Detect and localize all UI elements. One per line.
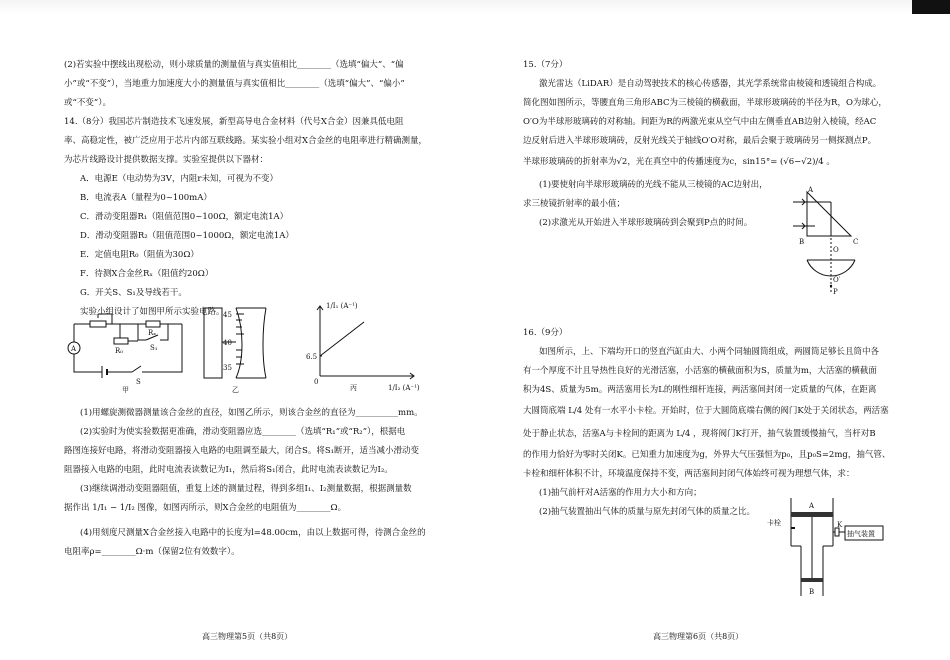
q16-stem-3: 积为4S、质量为5m。两活塞用长为L的刚性细杆连接，两活塞间封闭一定质量的气体，在距离 <box>523 385 877 395</box>
figure-jia-circuit <box>62 312 192 394</box>
graph-intercept-label: 6.5 <box>306 353 318 361</box>
q14-part4-line1: (4)用刻度尺测量X合金丝接入电路中的长度为l=48.00cm，由以上数据可得，待测合金丝的 <box>80 528 426 538</box>
q16-stem-7: 卡栓和细杆体积不计，环境温度保持不变，两活塞间封闭气体始终可视为理想气体，求： <box>523 469 855 479</box>
detector-point-p: P <box>833 288 838 296</box>
q14-part2-line1: (2)实验时为使实验数据更准确，滑动变阻器应选________（选填“R₁”或“R₂”），根据电 <box>80 427 406 437</box>
piston-b-label: B <box>809 588 815 596</box>
q15-stem-1: 激光雷达（LiDAR）是自动驾驶技术的核心传感器，其光学系统常由棱镜和透镜组合构成。 <box>539 79 882 89</box>
q16-stem-2: 有一个厚度不计且导热性良好的光滑活塞，小活塞的横截面积为S，质量为m，大活塞的横截面 <box>523 366 877 376</box>
stopper-label: 卡栓 <box>767 519 781 527</box>
s1-label: S₁ <box>150 344 158 352</box>
micrometer-tick-40: 40 <box>223 339 232 347</box>
q14-part2-line2: 路图连接好电路，将滑动变阻器接入电路的电阻调至最大，闭合S。将S₁断开，适当减小滑动变 <box>64 446 420 456</box>
micrometer-tick-45: 45 <box>223 311 232 319</box>
q14-part3-line1: (3)继续调滑动变阻器阻值，重复上述的测量过程，得到多组I₁、I₂测量数据，根据测量数 <box>80 484 412 494</box>
q16-stem-4: 大圆筒底端 L/4 处有一水平小卡栓。开始时，位于大圆筒底端右侧的阀门K处于关闭状态，两活塞 <box>523 406 889 416</box>
q16-part2: (2)抽气装置抽出气体的质量与原先封闭气体的质量之比。 <box>539 507 756 517</box>
equip-c: C．滑动变阻器R₁（阻值范围0~100Ω，额定电流1A） <box>80 212 289 222</box>
q15-stem-3: O′O为半球形玻璃砖的对称轴。间距为R的两激光束从空气中由左侧垂直AB边射入棱镜，经AC <box>523 117 877 127</box>
q13-line2: 小”或“不变”），当地重力加速度大小的测量值与真实值相比________（选填“偏大”、“偏小” <box>64 79 405 89</box>
q14-part3-line2: 据作出 1/I₁ − 1/I₂ 图像，如图丙所示，则X合金丝的电阻值为________Ω。 <box>64 503 347 513</box>
q14-part1: (1)用螺旋测微器测量该合金丝的直径，如图乙所示，则该合金丝的直径为__________mm。 <box>80 408 423 418</box>
equip-a: A．电源E（电动势为3V，内阻r未知，可视为不变） <box>80 174 278 184</box>
equip-e: E．定值电阻R₀（阻值为30Ω） <box>80 250 199 260</box>
graph-y-axis-label: 1/I₁ (A⁻¹) <box>326 302 358 310</box>
r0-label: R₀ <box>115 347 124 355</box>
ammeter-label: A <box>71 345 77 353</box>
equip-g: G．开关S、S₁及导线若干。 <box>80 288 187 298</box>
q15-part2: (2)求激光从开始进入半球形玻璃砖到会聚到P点的时间。 <box>539 218 753 228</box>
micrometer-tick-35: 35 <box>223 364 232 372</box>
q16-part1: (1)抽气前杆对A活塞的作用力大小和方向； <box>539 488 702 498</box>
graph-origin-label: 0 <box>314 378 319 386</box>
valve-k-label: K <box>837 521 843 529</box>
q15-stem-4: 边反射后进入半球形玻璃砖，反射光线关于轴线O′O对称，最后会聚于玻璃砖另一侧探测点P。 <box>523 136 877 146</box>
page-6 <box>475 0 950 660</box>
q15-stem-5: 半球形玻璃砖的折射率为√2，光在真空中的传播速度为c，sin15°= (√6−√2)/4 。 <box>523 157 835 167</box>
prism-vertex-b: B <box>799 238 805 246</box>
q14-stem-2: 率、高稳定性，被广泛应用于芯片内部互联线路。某实验小组对X合金丝的电阻率进行精确测量， <box>64 136 428 146</box>
q13-line1: (2)若实验中摆线出现松动，则小球质量的测量值与真实值相比________（选填“偏大”、“偏 <box>64 60 404 70</box>
q15-stem-2: 简化图如图所示，等腰直角三角形ABC为三棱镜的横截面，半球形玻璃砖的半径为R，O为球心， <box>523 98 887 108</box>
q13-line3: 或“不变”）。 <box>64 98 111 108</box>
figure-yi-caption: 乙 <box>232 386 239 394</box>
figure-cylinder <box>767 494 891 602</box>
axis-point-o-prime: O′ <box>833 276 841 284</box>
q14-part2-line3: 阻器接入电路的电阻，此时电流表读数记为I₁，然后将S₁闭合，此时电流表读数记为I₂。 <box>64 465 393 475</box>
s-label: S <box>136 378 141 386</box>
figure-yi-micrometer <box>196 300 276 396</box>
rx-label: Rₓ <box>148 329 157 337</box>
page-5-footer: 高三物理第5页（共8页） <box>202 632 293 641</box>
equip-d: D．滑动变阻器R₂（阻值范围0~1000Ω，额定电流1A） <box>80 231 294 241</box>
figure-bing-caption: 丙 <box>350 384 357 392</box>
q15-part1-line1: (1)要使射向半球形玻璃砖的光线不能从三棱镜的AC边射出， <box>539 180 768 190</box>
figure-prism-lens <box>793 186 883 298</box>
equip-b: B．电流表A（量程为0~100mA） <box>80 193 212 203</box>
figure-bing-graph <box>306 298 426 396</box>
q15-header: 15.（7分） <box>523 60 568 70</box>
q16-stem-6: 的作用力恰好为零时关闭K。已知重力加速度为g，外界大气压强恒为p₀，且p₀S=2mg，抽气管、 <box>523 450 891 460</box>
figure-jia-caption: 甲 <box>122 386 129 394</box>
prism-vertex-c: C <box>853 238 859 246</box>
graph-x-axis-label: 1/I₂ (A⁻¹) <box>388 384 420 392</box>
page-6-footer: 高三物理第6页（共8页） <box>653 632 744 641</box>
lens-center-o: O <box>833 246 839 254</box>
q14-stem-3: 为芯片线路设计提供数据支撑。实验室提供以下器材： <box>64 155 269 165</box>
prism-vertex-a: A <box>808 186 814 194</box>
circuit-intro: 实验小组设计了如图甲所示实验电路。 <box>80 307 225 317</box>
piston-a-label: A <box>809 502 815 510</box>
q16-header: 16.（9分） <box>523 328 568 338</box>
q16-stem-5: 处于静止状态，活塞A与卡栓间的距离为 L/4 ，现将阀门K打开，抽气装置缓慢抽气，当杆对B <box>523 429 876 439</box>
q15-part1-line2: 求三棱镜折射率的最小值； <box>523 199 626 209</box>
equip-f: F．待测X合金丝Rₓ（阻值约20Ω） <box>80 269 214 279</box>
q14-part4-line2: 电阻率ρ=________Ω·m（保留2位有效数字）。 <box>64 547 240 557</box>
pump-label: 抽气装置 <box>847 530 875 538</box>
q14-stem-1: 14.（8分）我国芯片制造技术飞速发展，新型高导电合金材料（代号X合金）因兼具低电阻 <box>64 117 404 127</box>
q16-stem-1: 如图所示，上、下端均开口的竖直汽缸由大、小两个同轴圆筒组成，两圆筒足够长且筒中各 <box>539 347 880 357</box>
